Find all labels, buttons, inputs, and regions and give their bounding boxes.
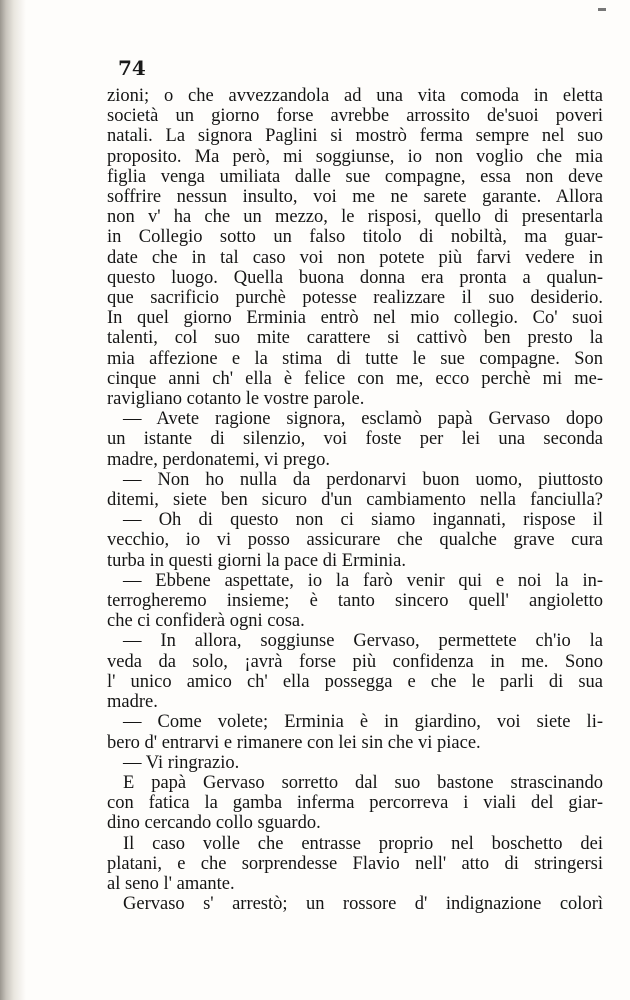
text-line: madre, perdonatemi, vi prego. bbox=[107, 449, 330, 470]
text-line: — Avete ragione signora, esclamò papà Gervaso dopo bbox=[123, 409, 603, 430]
text-line: dino cercando collo sguardo. bbox=[107, 813, 321, 834]
text-line: figlia venga umiliata dalle sue compagne, essa non deve bbox=[107, 166, 603, 187]
text-line: mia affezione e la stima di tutte le sue compagne. Son bbox=[107, 348, 603, 369]
text-line: madre. bbox=[107, 692, 158, 713]
text-line: Gervaso s' arrestò; un rossore d' indignazione colorì bbox=[123, 894, 603, 915]
text-line: con fatica la gamba inferma percorreva i viali del giar- bbox=[107, 793, 603, 814]
text-line: date che in tal caso voi non potete più farvi vedere in bbox=[107, 247, 603, 268]
text-line: ditemi, siete ben sicuro d'un cambiamento nella fanciulla? bbox=[107, 490, 603, 511]
text-line: che ci confiderà ogni cosa. bbox=[107, 611, 305, 632]
text-line: E papà Gervaso sorretto dal suo bastone strascinando bbox=[123, 772, 603, 793]
text-line: cinque anni ch' ella è felice con me, ecco perchè mi me- bbox=[107, 368, 603, 389]
corner-mark bbox=[598, 8, 606, 11]
text-line: società un giorno forse avrebbe arrossito de'suoi poveri bbox=[107, 106, 603, 127]
text-line: In quel giorno Erminia entrò nel mio collegio. Co' suoi bbox=[107, 308, 603, 329]
text-line: turba in questi giorni la pace di Erminia. bbox=[107, 550, 406, 571]
text-line: questo luogo. Quella buona donna era pronta a qualun- bbox=[107, 267, 603, 288]
text-line: veda da solo, ¡avrà forse più confidenza in me. Sono bbox=[107, 651, 603, 672]
text-line: talenti, col suo mite carattere si cattivò ben presto la bbox=[107, 328, 603, 349]
text-line: ravigliano cotanto le vostre parole. bbox=[107, 389, 365, 410]
text-line: proposito. Ma però, mi soggiunse, io non voglio che mia bbox=[107, 146, 603, 167]
text-line: platani, e che sorprendesse Flavio nell' atto di stringersi bbox=[107, 853, 603, 874]
text-line: in Collegio sotto un falso titolo di nobiltà, ma guar- bbox=[107, 227, 603, 248]
text-line: natali. La signora Paglini si mostrò ferma sempre nel suo bbox=[107, 126, 603, 147]
text-line: — Non ho nulla da perdonarvi buon uomo, piuttosto bbox=[123, 469, 603, 490]
text-line: — Ebbene aspettate, io la farò venir qui e noi la in- bbox=[123, 570, 603, 591]
text-line: que sacrificio purchè potesse realizzare il suo desiderio. bbox=[107, 288, 603, 309]
text-line: non v' ha che un mezzo, le risposi, quello di presentarla bbox=[107, 207, 603, 228]
text-line: al seno l' amante. bbox=[107, 873, 235, 894]
text-line: Il caso volle che entrasse proprio nel boschetto dei bbox=[123, 833, 603, 854]
text-line: zioni; o che avvezzandola ad una vita comoda in eletta bbox=[107, 86, 603, 106]
page-number: 74 bbox=[118, 56, 146, 80]
text-line: bero d' entrarvi e rimanere con lei sin che vi piace. bbox=[107, 732, 481, 753]
text-line: terrogheremo insieme; è tanto sincero quell' angioletto bbox=[107, 591, 603, 612]
text-line: — Come volete; Erminia è in giardino, voi siete li- bbox=[123, 712, 603, 733]
text-line: — Oh di questo non ci siamo ingannati, rispose il bbox=[123, 510, 603, 531]
text-line: — In allora, soggiunse Gervaso, permettete ch'io la bbox=[123, 631, 603, 652]
text-line: — Vi ringrazio. bbox=[123, 752, 240, 773]
text-line: soffrire nessun insulto, voi me ne sarete garante. Allora bbox=[107, 187, 603, 208]
body-text bbox=[107, 86, 603, 914]
text-line: vecchio, io vi posso assicurare che qualche grave cura bbox=[107, 530, 603, 551]
binding-shadow bbox=[0, 0, 26, 1000]
text-line: un istante di silenzio, voi foste per lei una seconda bbox=[107, 429, 603, 450]
text-line: l' unico amico ch' ella possegga e che le parli di sua bbox=[107, 671, 603, 692]
